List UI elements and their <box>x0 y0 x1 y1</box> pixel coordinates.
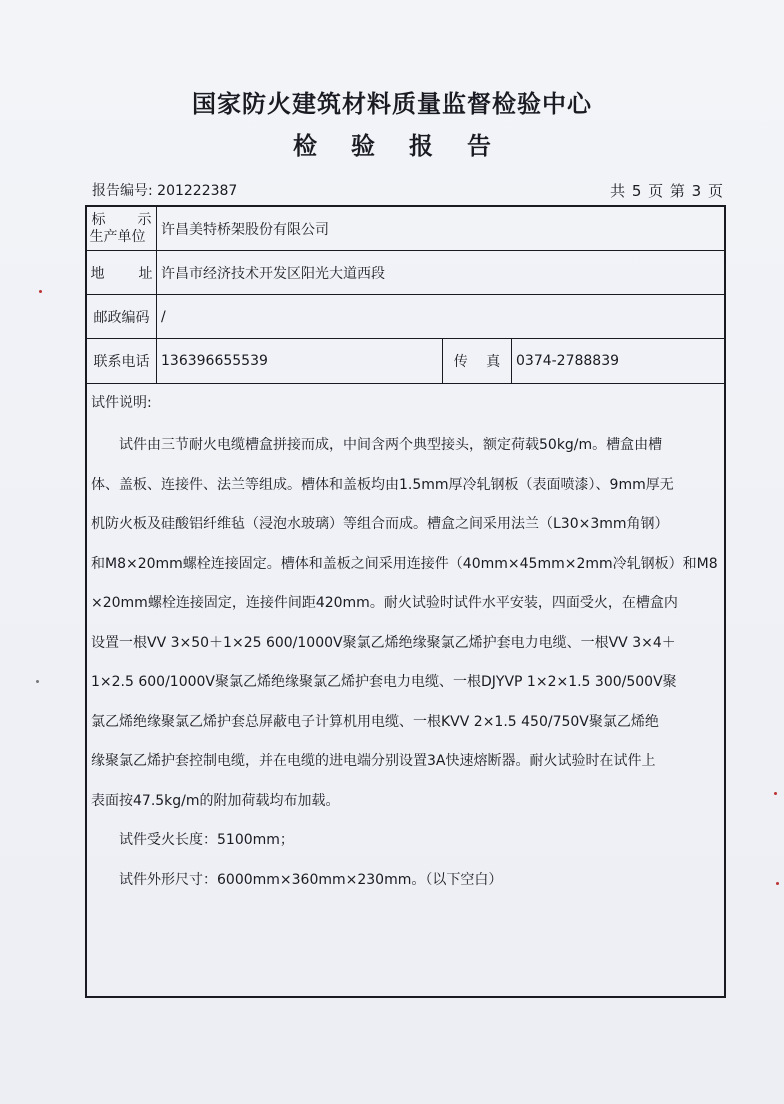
description-line: 1×2.5 600/1000V聚氯乙烯绝缘聚氯乙烯护套电力电缆、一根DJYVP 1×2×1.5 300/500V聚 <box>91 674 677 690</box>
address-label-char: 地 <box>90 265 105 282</box>
subtitle-char: 报 <box>409 132 433 160</box>
scan-speck <box>39 290 42 293</box>
description-line: 表面按47.5kg/m的附加荷载均布加载。 <box>91 792 340 809</box>
fax-label: 传 真 <box>442 339 512 383</box>
address-label-char: 址 <box>138 265 153 282</box>
row-manufacturer <box>87 207 724 251</box>
address-value: 许昌市经济技术开发区阳光大道西段 <box>161 265 385 282</box>
phone-value: 136396655539 <box>161 353 268 369</box>
description-line: 设置一根VV 3×50＋1×25 600/1000V聚氯乙烯绝缘聚氯乙烯护套电力电缆、一根VV 3×4＋ <box>91 634 676 651</box>
report-subtitle <box>0 126 784 161</box>
postal-value: / <box>161 308 166 325</box>
description-body <box>91 426 721 900</box>
description-line: 缘聚氯乙烯护套控制电缆，并在电缆的进电端分别设置3A快速熔断器。耐火试验时在试件上 <box>91 753 656 769</box>
page-count: 共 5 页 第 3 页 <box>610 182 724 200</box>
row-contact <box>87 339 724 384</box>
description-line: 试件由三节耐火电缆槽盒拼接而成，中间含两个典型接头，额定荷载50kg/m。槽盒由槽 <box>119 437 663 453</box>
bleed-through-shadow <box>225 38 565 60</box>
subtitle-char: 检 <box>293 132 317 160</box>
scan-speck <box>776 882 779 885</box>
description-line: 机防火板及硅酸铝纤维毡（浸泡水玻璃）等组合而成。槽盒之间采用法兰（L30×3mm角钢） <box>91 516 669 532</box>
description-line: 和M8×20mm螺栓连接固定。槽体和盖板之间采用连接件（40mm×45mm×2mm冷轧钢板）和M8 <box>91 555 718 572</box>
manufacturer-label-bottom: 生产单位 <box>89 228 146 245</box>
description-line: 体、盖板、连接件、法兰等组成。槽体和盖板均由1.5mm厚冷轧钢板（表面喷漆）、9mm厚无 <box>91 476 674 493</box>
address-label <box>87 251 157 294</box>
row-postal <box>87 295 724 339</box>
description-line: ×20mm螺栓连接固定，连接件间距420mm。耐火试验时试件水平安装，四面受火，在槽盒内 <box>91 595 678 611</box>
report-form <box>85 205 726 998</box>
manufacturer-value: 许昌美特桥架股份有限公司 <box>161 221 329 238</box>
description-line: 氯乙烯绝缘聚氯乙烯护套总屏蔽电子计算机用电缆、一根KVV 2×1.5 450/750V聚氯乙烯绝 <box>91 713 659 730</box>
manufacturer-label-char: 示 <box>137 211 152 228</box>
page-title: 国家防火建筑材料质量监督检验中心 <box>192 90 592 118</box>
manufacturer-label-char: 标 <box>91 211 106 228</box>
description-heading: 试件说明: <box>91 395 152 411</box>
subtitle-char: 告 <box>467 132 491 160</box>
subtitle-char: 验 <box>351 132 375 160</box>
report-number-label: 报告编号: <box>92 183 153 199</box>
report-number-value: 201222387 <box>157 183 238 199</box>
fire-exposure-length: 试件受火长度：5100mm； <box>119 832 294 848</box>
manufacturer-label <box>87 207 157 250</box>
specimen-dimensions: 试件外形尺寸：6000mm×360mm×230mm。（以下空白） <box>119 871 503 888</box>
report-number <box>92 180 237 200</box>
row-address <box>87 251 724 295</box>
fax-value: 0374-2788839 <box>516 353 620 369</box>
scan-speck <box>36 680 39 683</box>
scan-speck <box>774 792 777 795</box>
phone-label: 联系电话 <box>87 339 157 383</box>
postal-label: 邮政编码 <box>87 295 157 338</box>
